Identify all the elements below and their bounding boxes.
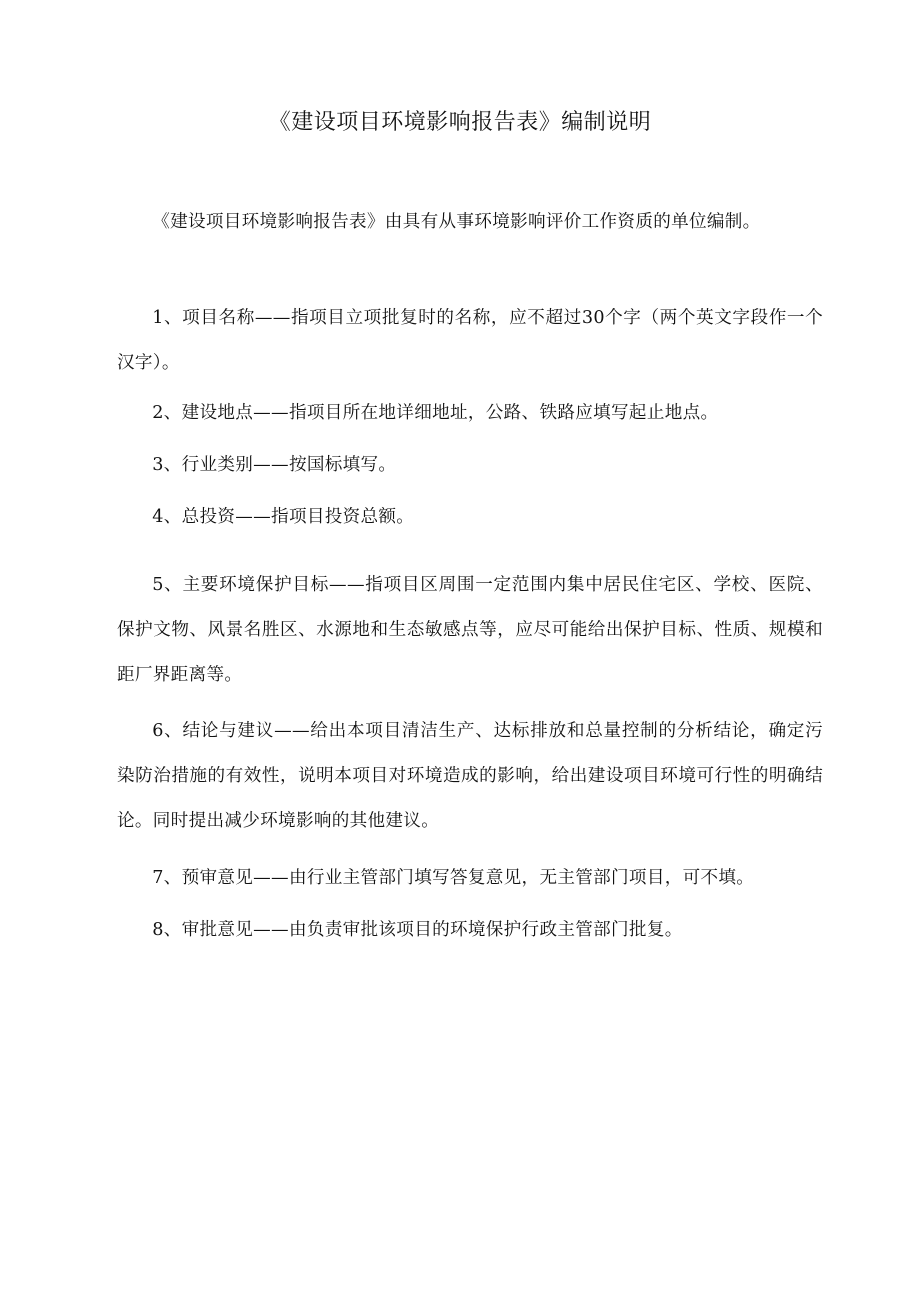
item-approval: 8、审批意见——由负责审批该项目的环境保护行政主管部门批复。: [152, 920, 683, 940]
item-conclusions: 6、结论与建议——给出本项目清洁生产、达标排放和总量控制的分析结论，确定污染防治措施的有效性，说明本项目对环境造成的影响，给出建设项目环境可行性的明确结论。同时提出减少环境影响的其他建议。: [117, 721, 823, 831]
item-construction-site: 2、建设地点——指项目所在地详细地址，公路、铁路应填写起止地点。: [152, 403, 719, 423]
item-total-investment: 4、总投资——指项目投资总额。: [152, 507, 415, 527]
item-pre-review: 7、预审意见——由行业主管部门填写答复意见，无主管部门项目，可不填。: [152, 868, 755, 888]
intro-paragraph: 《建设项目环境影响报告表》由具有从事环境影响评价工作资质的单位编制。: [152, 212, 761, 232]
item-protection-targets: 5、主要环境保护目标——指项目区周围一定范围内集中居民住宅区、学校、医院、保护文物、风景名胜区、水源地和生态敏感点等，应尽可能给出保护目标、性质、规模和距厂界距离等。: [117, 575, 823, 685]
item-industry-category: 3、行业类别——按国标填写。: [152, 455, 397, 475]
item-project-name: 1、项目名称——指项目立项批复时的名称，应不超过30个字（两个英文字段作一个汉字）。: [117, 308, 823, 373]
document-title: 《建设项目环境影响报告表》编制说明: [268, 110, 652, 135]
